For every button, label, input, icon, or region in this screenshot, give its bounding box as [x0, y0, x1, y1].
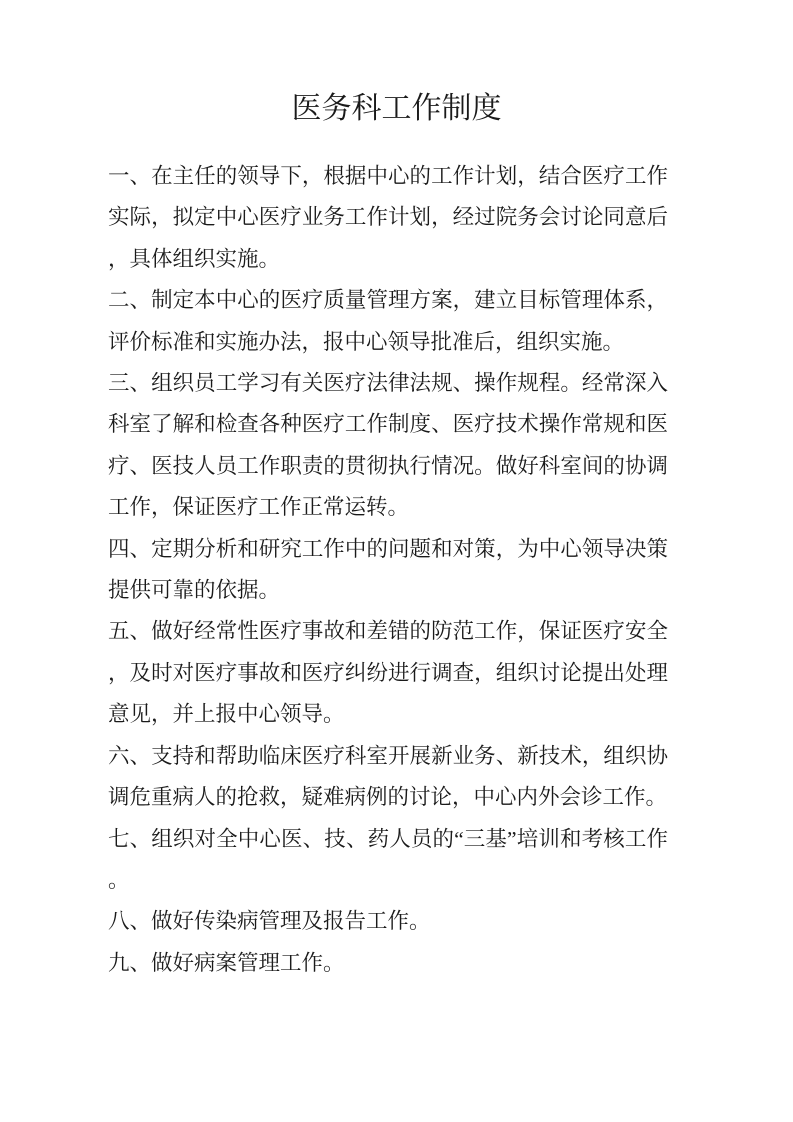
paragraph-item-6: 六、支持和帮助临床医疗科室开展新业务、新技术，组织协调危重病人的抢救，疑难病例的讨论，中心内外会诊工作。	[108, 743, 668, 810]
paragraph-item-4: 四、定期分析和研究工作中的问题和对策，为中心领导决策提供可靠的依据。	[108, 536, 668, 603]
paragraph-item-2: 二、制定本中心的医疗质量管理方案，建立目标管理体系，评价标准和实施办法，报中心领导批准后，组织实施。	[108, 288, 668, 354]
paragraph-item-1: 一、在主任的领导下，根据中心的工作计划，结合医疗工作实际，拟定中心医疗业务工作计划，经过院务会讨论同意后，具体组织实施。	[108, 164, 668, 271]
paragraph-item-3: 三、组织员工学习有关医疗法律法规、操作规程。经常深入科室了解和检查各种医疗工作制度、医疗技术操作常规和医疗、医技人员工作职责的贯彻执行情况。做好科室间的协调工作，保证医疗工作正常运转。	[108, 371, 668, 520]
paragraph-item-7: 七、组织对全中心医、技、药人员的“三基”培训和考核工作。	[108, 826, 668, 892]
paragraph-item-8: 八、做好传染病管理及报告工作。	[108, 909, 431, 934]
document-title: 医务科工作制度	[291, 92, 502, 125]
paragraph-item-5: 五、做好经常性医疗事故和差错的防范工作，保证医疗安全，及时对医疗事故和医疗纠纷进行调查，组织讨论提出处理意见，并上报中心领导。	[108, 619, 668, 727]
paragraph-item-9: 九、做好病案管理工作。	[108, 950, 345, 975]
document-body	[108, 156, 668, 984]
